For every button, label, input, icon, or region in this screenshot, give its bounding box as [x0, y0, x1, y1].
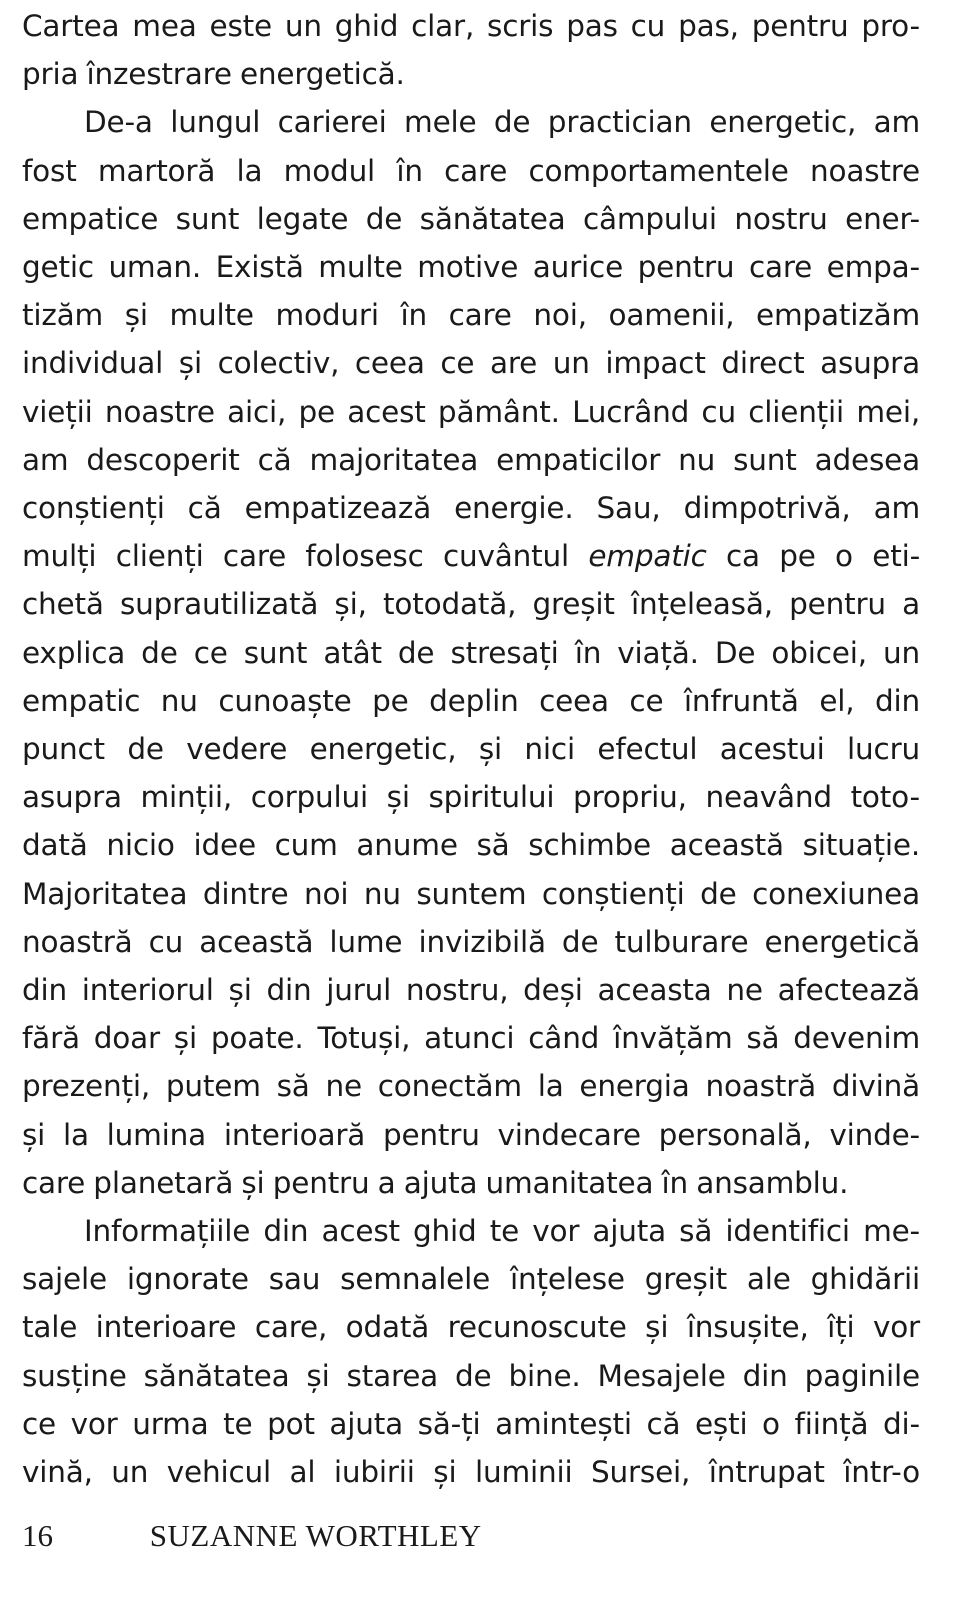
text-line: pria înzestrare energetică.	[22, 57, 405, 92]
text-line: empatice sunt legate de sănătatea câmpului nostru ener-	[22, 201, 920, 236]
text-line: fără doar și poate. Totuși, atunci când învățăm să devenim	[22, 1021, 920, 1056]
text-line	[22, 532, 920, 580]
paragraph-3	[22, 1207, 920, 1496]
text-line: am descoperit că majoritatea empaticilor nu sunt adesea	[22, 442, 920, 477]
text-line: prezenți, putem să ne conectăm la energia noastră divină	[22, 1069, 920, 1104]
page-number: 16	[22, 1518, 53, 1553]
text-line: vieții noastre aici, pe acest pământ. Lucrând cu clienții mei,	[22, 394, 920, 429]
text-line: individual și colectiv, ceea ce are un impact direct asupra	[22, 346, 920, 381]
text-line: empatic nu cunoaște pe deplin ceea ce înfruntă el, din	[22, 683, 920, 718]
text-line: sajele ignorate sau semnalele înțelese greșit ale ghidării	[22, 1262, 920, 1297]
text-line: dată nicio idee cum anume să schimbe această situație.	[22, 828, 920, 863]
text-line: conștienți că empatizează energie. Sau, dimpotrivă, am	[22, 491, 920, 526]
page-footer	[22, 1518, 482, 1554]
text-line: noastră cu această lume invizibilă de tulburare energetică	[22, 924, 920, 959]
text-line: tale interioare care, odată recunoscute și însușite, îți vor	[22, 1310, 920, 1345]
text-segment: ca pe o eti-	[706, 539, 921, 574]
text-line: vină, un vehicul al iubirii și luminii Sursei, întrupat într-o	[22, 1455, 920, 1490]
text-line: punct de vedere energetic, și nici efectul acestui lucru	[22, 732, 920, 767]
text-line: De-a lungul carierei mele de practician energetic, am	[84, 105, 920, 140]
paragraph-2	[22, 98, 920, 1207]
text-line: și la lumina interioară pentru vindecare personală, vinde-	[22, 1117, 920, 1152]
text-line: explica de ce sunt atât de stresați în viață. De obicei, un	[22, 635, 920, 670]
text-line: care planetară și pentru a ajuta umanitatea în ansamblu.	[22, 1165, 849, 1200]
text-line: getic uman. Există multe motive aurice pentru care empa-	[22, 250, 920, 285]
text-segment: mulți clienți care folosesc cuvântul	[22, 539, 589, 574]
text-line: Majoritatea dintre noi nu suntem conștienți de conexiunea	[22, 876, 920, 911]
body-text	[22, 2, 920, 1496]
text-line: ce vor urma te pot ajuta să-ți amintești că ești o ființă di-	[22, 1406, 920, 1441]
text-line: fost martoră la modul în care comportamentele noastre	[22, 153, 920, 188]
text-line: Cartea mea este un ghid clar, scris pas cu pas, pentru pro-	[22, 9, 920, 43]
text-line: Informațiile din acest ghid te vor ajuta să identifici me-	[84, 1214, 920, 1249]
italic-term: empatic	[588, 539, 707, 574]
text-line: asupra minții, corpului și spiritului propriu, neavând toto-	[22, 780, 920, 815]
running-head-author: SUZANNE WORTHLEY	[149, 1518, 482, 1553]
text-line: tizăm și multe moduri în care noi, oamenii, empatizăm	[22, 298, 920, 333]
text-line: din interiorul și din jurul nostru, deși aceasta ne afectează	[22, 973, 920, 1008]
paragraph-1	[22, 2, 920, 98]
text-line: chetă suprautilizată și, totodată, greșit înțeleasă, pentru a	[22, 587, 920, 622]
text-line: susține sănătatea și starea de bine. Mesajele din paginile	[22, 1358, 920, 1393]
